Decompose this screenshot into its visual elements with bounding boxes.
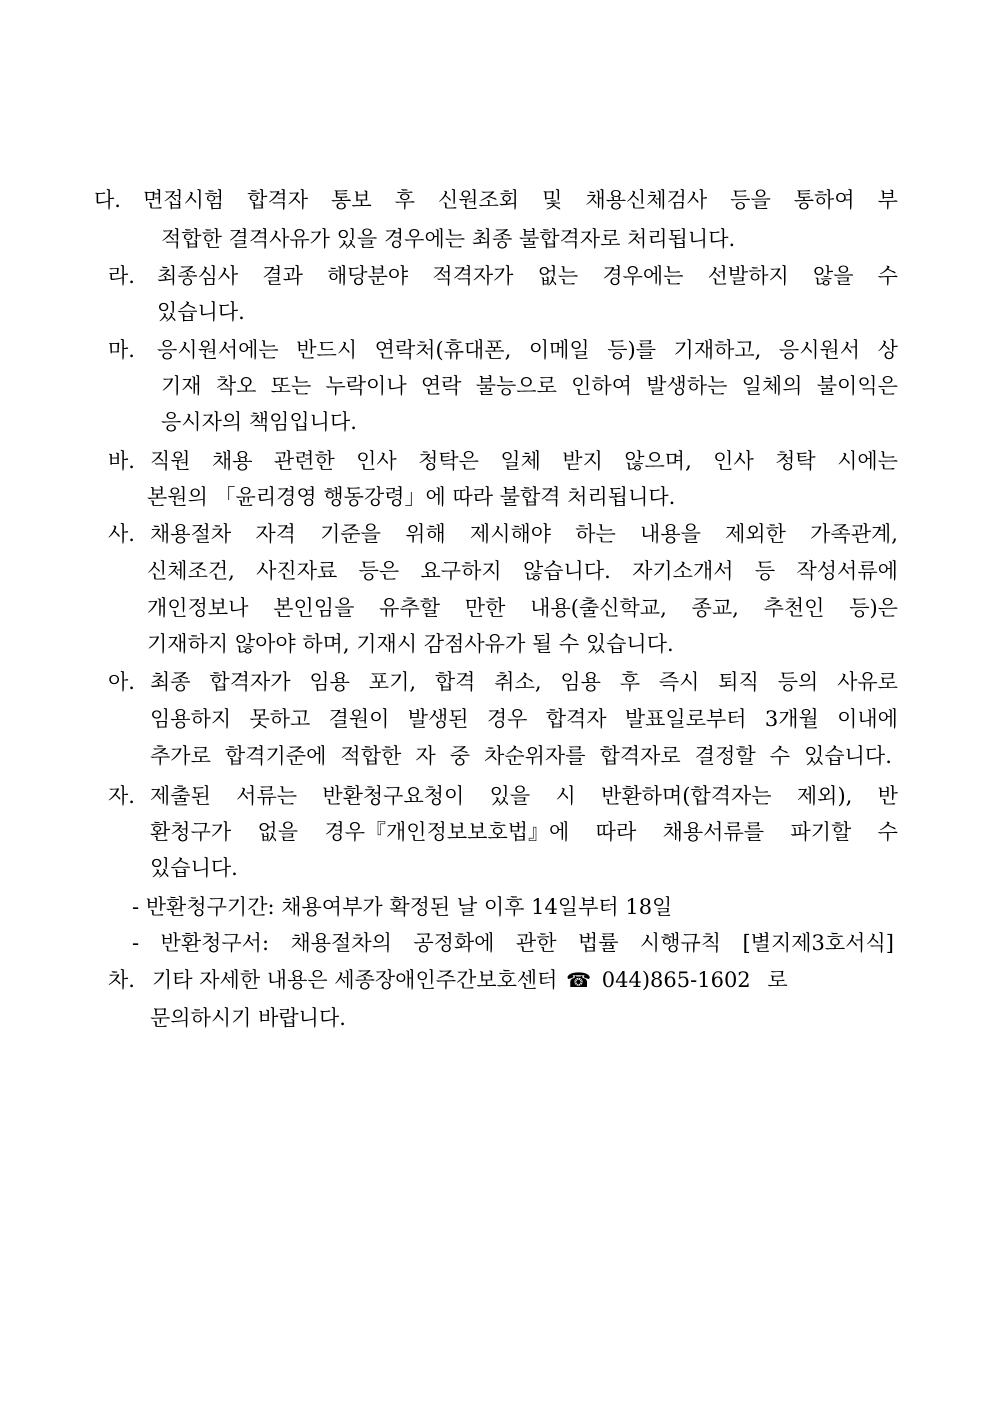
item-ja-subitem-1: - 반환청구기간: 채용여부가 확정된 날 이후 14일부터 18일 — [132, 895, 673, 919]
item-cha-text-after: 로 — [767, 968, 788, 992]
item-a-line-1: 최종 합격자가 임용 포기, 합격 취소, 임용 후 즉시 퇴직 등의 사유로 — [150, 670, 898, 694]
item-ja-marker: 자. — [108, 784, 135, 808]
item-cha-line-1 — [152, 966, 788, 994]
item-a-marker: 아. — [108, 670, 135, 694]
telephone-icon: ☎ — [566, 968, 592, 992]
item-ba-marker: 바. — [108, 449, 135, 473]
item-ja-line-2: 환청구가 없을 경우『개인정보보호법』에 따라 채용서류를 파기할 수 — [150, 820, 898, 844]
item-ja-line-3: 있습니다. — [150, 856, 238, 880]
item-cha-text-before: 기타 자세한 내용은 세종장애인주간보호센터 — [152, 968, 558, 992]
item-ma-line-2: 기재 착오 또는 누락이나 연락 불능으로 인하여 발생하는 일체의 불이익은 — [161, 374, 898, 398]
item-ja-subitem-2: - 반환청구서: 채용절차의 공정화에 관한 법률 시행규칙 [별지제3호서식] — [132, 931, 894, 955]
item-sa-line-2: 신체조건, 사진자료 등은 요구하지 않습니다. 자기소개서 등 작성서류에 — [147, 559, 898, 583]
item-a-line-3: 추가로 합격기준에 적합한 자 중 차순위자를 합격자로 결정할 수 있습니다. — [150, 744, 892, 768]
item-ra-line-2: 있습니다. — [157, 300, 245, 324]
item-ba-line-2: 본원의 「윤리경영 행동강령」에 따라 불합격 처리됩니다. — [147, 485, 676, 509]
item-sa-line-3: 개인정보나 본인임을 유추할 만한 내용(출신학교, 종교, 추천인 등)은 — [147, 596, 898, 620]
item-cha-line-2: 문의하시기 바랍니다. — [150, 1006, 346, 1030]
item-da-marker: 다. — [94, 188, 121, 212]
item-ra-line-1: 최종심사 결과 해당분야 적격자가 없는 경우에는 선발하지 않을 수 — [157, 264, 898, 288]
item-sa-line-1: 채용절차 자격 기준을 위해 제시해야 하는 내용을 제외한 가족관계, — [150, 522, 898, 546]
item-a-line-2: 임용하지 못하고 결원이 발생된 경우 합격자 발표일로부터 3개월 이내에 — [150, 707, 898, 731]
item-da-line-1: 면접시험 합격자 통보 후 신원조회 및 채용신체검사 등을 통하여 부 — [143, 188, 898, 212]
item-cha-phone: 044)865-1602 — [601, 968, 751, 992]
item-ba-line-1: 직원 채용 관련한 인사 청탁은 일체 받지 않으며, 인사 청탁 시에는 — [150, 449, 898, 473]
item-ja-line-1: 제출된 서류는 반환청구요청이 있을 시 반환하며(합격자는 제외), 반 — [150, 784, 898, 808]
item-ma-line-1: 응시원서에는 반드시 연락처(휴대폰, 이메일 등)를 기재하고, 응시원서 상 — [157, 338, 898, 362]
item-ra-marker: 라. — [108, 264, 135, 288]
item-sa-marker: 사. — [108, 522, 135, 546]
item-ma-marker: 마. — [108, 338, 135, 362]
item-da-line-2: 적합한 결격사유가 있을 경우에는 최종 불합격자로 처리됩니다. — [161, 227, 736, 251]
item-cha-marker: 차. — [108, 968, 135, 992]
item-sa-line-4: 기재하지 않아야 하며, 기재시 감점사유가 될 수 있습니다. — [147, 632, 674, 656]
item-ma-line-3: 응시자의 책임입니다. — [161, 410, 357, 434]
